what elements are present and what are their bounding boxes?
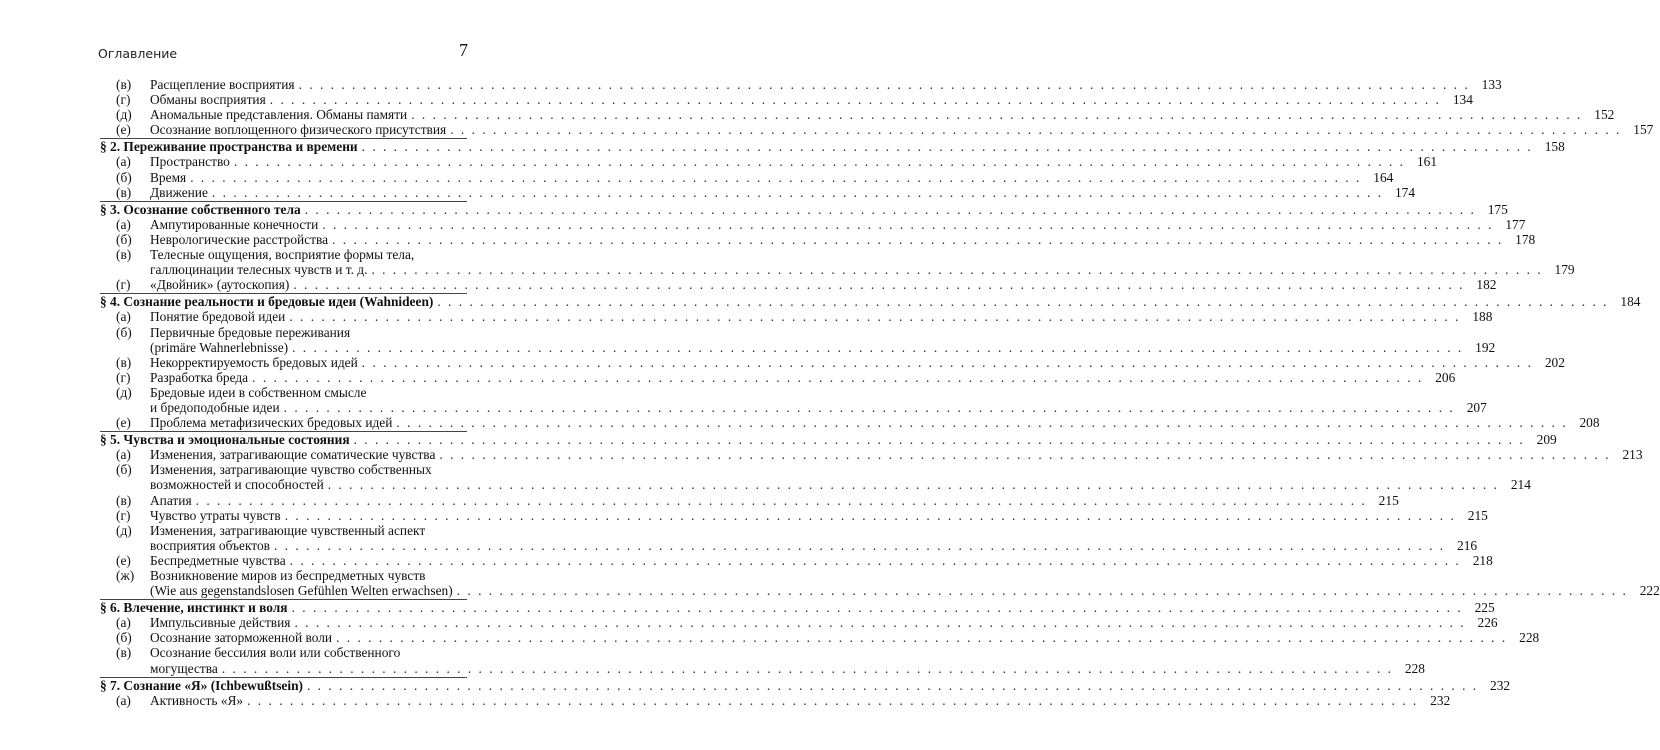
- toc-page-number: 184: [1620, 294, 1641, 310]
- toc-page-number: 215: [1467, 507, 1488, 523]
- toc-item-marker: (ж): [116, 568, 135, 583]
- toc-section[interactable]: [100, 139, 1565, 155]
- toc-item-title: § 3. Осознание собственного тела: [100, 201, 301, 217]
- toc-item-title: и бредоподобные идеи: [150, 399, 280, 415]
- toc-page-number: 216: [1457, 537, 1478, 553]
- toc-page-number: 222: [1639, 583, 1660, 599]
- toc-subsection[interactable]: [100, 630, 1540, 646]
- dot-leader: [234, 154, 1405, 169]
- toc-item-marker: (в): [116, 354, 132, 370]
- toc-page-number: 232: [1490, 677, 1511, 693]
- dot-leader: [328, 477, 1499, 492]
- toc-page-number: 152: [1594, 107, 1615, 123]
- dot-leader: [362, 355, 1533, 370]
- toc-item-title: § 7. Сознание «Я» (Ichbewußtsein): [100, 677, 303, 693]
- dot-leader: [457, 583, 1628, 598]
- toc-page-number: 164: [1373, 169, 1394, 185]
- toc-page-number: 213: [1622, 447, 1643, 463]
- toc-page-number: 228: [1404, 660, 1425, 676]
- toc-item-marker: (б): [116, 462, 132, 478]
- toc-item-title: Возникновение миров из беспредметных чувств: [150, 568, 426, 583]
- dot-leader: [396, 415, 1567, 430]
- toc-item-title: Телесные ощущения, восприятие формы тела,: [150, 247, 415, 263]
- dot-leader: [270, 92, 1441, 107]
- toc-item-title: § 2. Переживание пространства и времени: [100, 139, 358, 155]
- toc-item-marker: (д): [116, 107, 132, 123]
- dot-leader: [293, 277, 1464, 292]
- toc-item-title: Пространство: [150, 154, 230, 170]
- toc-item-marker: (в): [116, 247, 132, 263]
- dot-leader: [292, 600, 1463, 615]
- toc-subsection[interactable]: [100, 231, 1536, 247]
- toc-page-number: 207: [1466, 399, 1487, 415]
- toc-item-title: Аномальные представления. Обманы памяти: [150, 107, 408, 123]
- toc-page-number: 215: [1378, 492, 1399, 508]
- toc-item-title: Неврологические расстройства: [150, 231, 329, 247]
- dot-leader: [274, 538, 1445, 553]
- dot-leader: [247, 693, 1418, 708]
- toc-subsection[interactable]: [100, 552, 1493, 568]
- toc-section[interactable]: [100, 677, 1511, 693]
- dot-leader: [285, 508, 1456, 523]
- dot-leader: [437, 294, 1608, 309]
- toc-item-title: Апатия: [150, 492, 192, 508]
- toc-item-title: Осознание воплощенного физического присутствия: [150, 122, 447, 138]
- toc-page-number: 232: [1430, 692, 1451, 708]
- dot-leader: [252, 370, 1423, 385]
- toc-item-title: Проблема метафизических бредовых идей: [150, 415, 393, 431]
- toc-subsection[interactable]: [100, 324, 1496, 355]
- toc-item-title: (Wie aus gegenstandslosen Gefühlen Welten erwachsen): [150, 583, 453, 599]
- dot-leader: [307, 678, 1478, 693]
- toc-item-marker: (а): [116, 615, 131, 631]
- dot-leader: [336, 630, 1507, 645]
- toc-page-number: 188: [1472, 309, 1493, 325]
- toc-page-number: 226: [1477, 615, 1498, 631]
- toc-page-number: 179: [1554, 262, 1575, 278]
- toc-subsection[interactable]: [100, 507, 1488, 523]
- toc-subsection[interactable]: [100, 492, 1399, 508]
- toc-page-number: 161: [1416, 154, 1438, 170]
- toc-subsection[interactable]: [100, 522, 1478, 553]
- toc-subsection[interactable]: [100, 615, 1498, 631]
- toc-section[interactable]: [100, 201, 1508, 217]
- toc-subsection[interactable]: [100, 568, 1660, 599]
- dot-leader: [284, 400, 1455, 415]
- toc-subsection[interactable]: [100, 77, 1502, 92]
- dot-leader: [290, 553, 1461, 568]
- toc-subsection[interactable]: [100, 384, 1487, 415]
- dot-leader: [289, 309, 1460, 324]
- toc-subsection[interactable]: [100, 692, 1451, 708]
- dot-leader: [222, 661, 1393, 676]
- toc-page-number: 192: [1475, 339, 1496, 355]
- toc-item-title: § 5. Чувства и эмоциональные состояния: [100, 432, 350, 448]
- toc-page-number: 208: [1579, 415, 1600, 431]
- toc-item-title: восприятия объектов: [150, 537, 270, 553]
- toc-item-marker: (е): [116, 415, 131, 431]
- toc-item-title: Импульсивные действия: [150, 615, 291, 631]
- dot-leader: [362, 139, 1533, 154]
- toc-item-marker: (б): [116, 231, 132, 247]
- toc-item-title: Ампутированные конечности: [150, 216, 319, 232]
- toc-item-marker: (в): [116, 645, 132, 661]
- running-header: Оглавление: [98, 46, 178, 61]
- toc-page-number: 209: [1536, 432, 1557, 448]
- toc-subsection[interactable]: [100, 216, 1526, 232]
- page-number: 7: [459, 40, 468, 60]
- toc-page-number: 177: [1505, 216, 1526, 232]
- toc-item-marker: (б): [116, 324, 132, 340]
- toc-section[interactable]: [100, 432, 1557, 448]
- dot-leader: [305, 202, 1476, 217]
- toc-subsection[interactable]: [100, 309, 1493, 325]
- toc-item-title: Время: [150, 169, 187, 185]
- toc-item-marker: (а): [116, 309, 131, 325]
- toc-item-marker: (а): [116, 692, 131, 708]
- toc-page-number: 214: [1510, 477, 1531, 493]
- toc-item-marker: (г): [116, 277, 131, 293]
- toc-item-marker: (г): [116, 369, 131, 385]
- toc-page-number: 157: [1633, 122, 1654, 138]
- toc-item-title: § 4. Сознание реальности и бредовые идеи (Wahnideen): [100, 294, 434, 310]
- toc-item-title: Беспредметные чувства: [150, 552, 286, 568]
- toc-subsection[interactable]: [100, 184, 1416, 200]
- toc-subsection[interactable]: [100, 369, 1456, 385]
- toc-page-number: 178: [1515, 231, 1536, 247]
- dot-leader: [411, 107, 1582, 122]
- toc-section[interactable]: [100, 294, 1641, 310]
- toc-item-title: Активность «Я»: [150, 692, 244, 708]
- toc-item-marker: (д): [116, 384, 132, 400]
- toc-item-title: могущества: [150, 660, 218, 676]
- toc-item-title: Движение: [150, 184, 208, 200]
- toc-page-number: 158: [1544, 139, 1565, 155]
- toc-subsection[interactable]: [100, 645, 1425, 676]
- toc-item-marker: (е): [116, 552, 131, 568]
- toc-item-title: Осознание заторможенной воли: [150, 630, 333, 646]
- toc-item-title: Понятие бредовой идеи: [150, 309, 286, 325]
- toc-item-marker: (в): [116, 77, 132, 92]
- dot-leader: [292, 340, 1463, 355]
- dot-leader: [196, 493, 1367, 508]
- toc-page-number: 182: [1476, 277, 1497, 293]
- toc-subsection[interactable]: [100, 277, 1497, 293]
- toc-item-marker: (г): [116, 507, 131, 523]
- toc-item-title: Разработка бреда: [150, 369, 249, 385]
- dot-leader: [450, 122, 1621, 137]
- toc-item-marker: (г): [116, 92, 131, 108]
- toc-item-marker: (б): [116, 630, 132, 646]
- toc-item-title: Изменения, затрагивающие чувство собственных: [150, 462, 432, 478]
- toc-page-number: 206: [1435, 369, 1456, 385]
- toc-item-title: Обманы восприятия: [150, 92, 266, 108]
- toc-page-number: 175: [1487, 201, 1508, 217]
- dot-leader: [190, 170, 1361, 185]
- dot-leader: [439, 447, 1610, 462]
- toc-page-number: 202: [1544, 354, 1565, 370]
- toc-page-number: 134: [1452, 92, 1473, 108]
- dot-leader: [212, 185, 1383, 200]
- toc-item-marker: (а): [116, 154, 131, 170]
- table-of-contents: [100, 77, 1660, 708]
- toc-item-marker: (в): [116, 492, 132, 508]
- toc-page-number: 228: [1519, 630, 1540, 646]
- toc-item-title: Бредовые идеи в собственном смысле: [150, 384, 367, 400]
- toc-subsection[interactable]: [100, 415, 1600, 431]
- toc-item-title: Первичные бредовые переживания: [150, 324, 351, 340]
- toc-item-title: § 6. Влечение, инстинкт и воля: [100, 600, 288, 616]
- dot-leader: [299, 77, 1470, 92]
- toc-item-marker: (а): [116, 447, 131, 463]
- toc-page-number: 225: [1474, 600, 1495, 616]
- toc-subsection[interactable]: [100, 92, 1473, 108]
- toc-item-title: Чувство утраты чувств: [150, 507, 281, 523]
- toc-item-marker: (а): [116, 216, 131, 232]
- toc-subsection[interactable]: [100, 107, 1615, 123]
- toc-item-title: Осознание бессилия воли или собственного: [150, 645, 401, 661]
- toc-page-number: 218: [1472, 552, 1493, 568]
- toc-item-title: Изменения, затрагивающие чувственный аспект: [150, 522, 426, 538]
- toc-section[interactable]: [100, 600, 1495, 616]
- toc-subsection[interactable]: [100, 169, 1394, 185]
- dot-leader: [294, 615, 1465, 630]
- toc-subsection[interactable]: [100, 354, 1565, 370]
- toc-item-title: (primäre Wahnerlebnisse): [150, 339, 289, 355]
- dot-leader: [354, 432, 1525, 447]
- toc-item-title: галлюцинации телесных чувств и т. д.: [150, 262, 368, 278]
- toc-item-title: Изменения, затрагивающие соматические чувства: [150, 447, 436, 463]
- toc-item-marker: (в): [116, 184, 132, 200]
- dot-leader: [322, 217, 1493, 232]
- toc-subsection[interactable]: [100, 122, 1654, 138]
- toc-subsection[interactable]: [100, 247, 1575, 278]
- toc-item-marker: (д): [116, 522, 132, 538]
- toc-item-title: Некорректируемость бредовых идей: [150, 354, 358, 370]
- dot-leader: [332, 232, 1503, 247]
- toc-subsection[interactable]: [100, 462, 1531, 493]
- toc-item-title: «Двойник» (аутоскопия): [150, 277, 290, 293]
- toc-page-number: 133: [1481, 77, 1502, 92]
- toc-item-title: Расщепление восприятия: [150, 77, 295, 92]
- toc-item-marker: (е): [116, 122, 131, 138]
- toc-subsection[interactable]: [100, 154, 1438, 170]
- toc-page-number: 174: [1394, 184, 1416, 200]
- toc-subsection[interactable]: [100, 447, 1643, 463]
- toc-item-marker: (б): [116, 169, 132, 185]
- dot-leader: [371, 262, 1542, 277]
- toc-item-title: возможностей и способностей: [150, 477, 324, 493]
